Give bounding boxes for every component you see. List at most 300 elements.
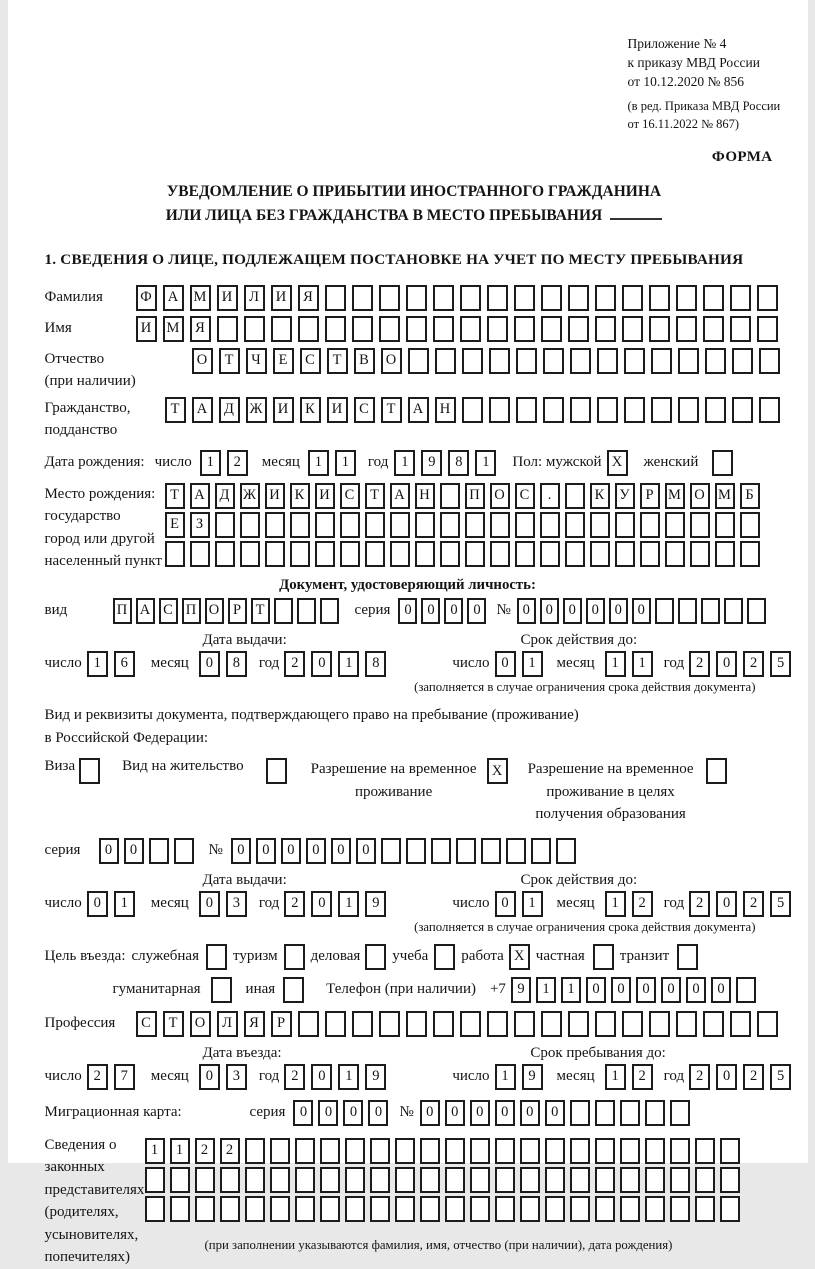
char-cell[interactable] [620,1138,640,1164]
char-cell[interactable] [495,1138,515,1164]
char-cell[interactable]: 1 [475,450,496,476]
char-cell[interactable] [370,1196,390,1222]
char-cell[interactable] [170,1167,190,1193]
char-cell[interactable]: О [490,483,510,509]
char-cell[interactable]: А [163,285,184,311]
char-cell[interactable] [595,316,616,342]
char-cell[interactable]: 0 [563,598,582,624]
char-cell[interactable]: О [381,348,402,374]
char-cell[interactable] [543,397,564,423]
char-cell[interactable]: 9 [365,1064,386,1090]
char-cell[interactable] [565,541,585,567]
char-cell[interactable] [365,541,385,567]
char-cell[interactable]: 1 [338,1064,359,1090]
char-cell[interactable] [720,1196,740,1222]
char-cell[interactable]: Л [244,285,265,311]
char-cell[interactable]: А [390,483,410,509]
char-cell[interactable] [220,1196,240,1222]
char-cell[interactable] [678,348,699,374]
char-cell[interactable]: 0 [467,598,486,624]
char-cell[interactable] [217,316,238,342]
char-cell[interactable]: 3 [226,891,247,917]
char-cell[interactable]: 0 [636,977,656,1003]
char-cell[interactable] [732,397,753,423]
char-cell[interactable] [565,483,585,509]
char-cell[interactable] [597,348,618,374]
char-cell[interactable] [595,1138,615,1164]
char-cell[interactable] [195,1167,215,1193]
char-cell[interactable]: 8 [448,450,469,476]
char-cell[interactable] [670,1167,690,1193]
char-cell[interactable]: Ж [240,483,260,509]
char-cell[interactable]: 1 [536,977,556,1003]
char-cell[interactable]: 2 [284,651,305,677]
char-cell[interactable] [445,1196,465,1222]
char-cell[interactable]: Т [381,397,402,423]
char-cell[interactable]: И [327,397,348,423]
char-cell[interactable] [590,512,610,538]
char-cell[interactable] [365,944,386,970]
char-cell[interactable]: 0 [306,838,326,864]
char-cell[interactable]: 2 [227,450,248,476]
char-cell[interactable] [390,541,410,567]
char-cell[interactable] [325,316,346,342]
char-cell[interactable] [489,397,510,423]
char-cell[interactable] [640,512,660,538]
char-cell[interactable]: 0 [87,891,108,917]
char-cell[interactable]: Р [271,1011,292,1037]
char-cell[interactable]: К [290,483,310,509]
char-cell[interactable] [490,512,510,538]
char-cell[interactable] [615,541,635,567]
char-cell[interactable]: 1 [114,891,135,917]
char-cell[interactable]: Я [190,316,211,342]
char-cell[interactable] [649,316,670,342]
char-cell[interactable] [676,316,697,342]
char-cell[interactable] [445,1138,465,1164]
char-cell[interactable]: Р [640,483,660,509]
char-cell[interactable] [520,1167,540,1193]
char-cell[interactable]: Р [228,598,247,624]
char-cell[interactable] [390,512,410,538]
char-cell[interactable] [490,541,510,567]
char-cell[interactable] [352,285,373,311]
char-cell[interactable] [284,944,305,970]
char-cell[interactable]: 0 [495,891,516,917]
char-cell[interactable] [370,1138,390,1164]
char-cell[interactable]: П [182,598,201,624]
char-cell[interactable]: 0 [398,598,417,624]
char-cell[interactable]: 2 [284,891,305,917]
char-cell[interactable] [712,450,733,476]
char-cell[interactable]: 0 [716,891,737,917]
char-cell[interactable]: 1 [522,891,543,917]
char-cell[interactable]: И [273,397,294,423]
char-cell[interactable]: 7 [114,1064,135,1090]
char-cell[interactable] [665,512,685,538]
char-cell[interactable] [570,397,591,423]
char-cell[interactable] [705,348,726,374]
char-cell[interactable] [556,838,576,864]
char-cell[interactable] [520,1196,540,1222]
char-cell[interactable] [320,598,339,624]
char-cell[interactable] [705,397,726,423]
char-cell[interactable]: 2 [284,1064,305,1090]
char-cell[interactable] [315,512,335,538]
char-cell[interactable] [715,512,735,538]
char-cell[interactable] [79,758,100,784]
char-cell[interactable]: Т [365,483,385,509]
char-cell[interactable] [379,285,400,311]
char-cell[interactable]: 6 [114,651,135,677]
char-cell[interactable]: 0 [661,977,681,1003]
char-cell[interactable] [514,316,535,342]
char-cell[interactable] [340,512,360,538]
char-cell[interactable] [514,285,535,311]
char-cell[interactable] [265,512,285,538]
char-cell[interactable]: 0 [495,1100,515,1126]
char-cell[interactable] [456,838,476,864]
char-cell[interactable]: 0 [540,598,559,624]
char-cell[interactable]: 0 [293,1100,313,1126]
char-cell[interactable]: 0 [520,1100,540,1126]
char-cell[interactable] [640,541,660,567]
char-cell[interactable] [645,1167,665,1193]
char-cell[interactable]: Б [740,483,760,509]
char-cell[interactable] [170,1196,190,1222]
char-cell[interactable] [543,348,564,374]
char-cell[interactable]: 5 [770,651,791,677]
char-cell[interactable]: 0 [716,651,737,677]
char-cell[interactable]: 0 [281,838,301,864]
char-cell[interactable] [540,512,560,538]
char-cell[interactable] [622,1011,643,1037]
char-cell[interactable] [406,838,426,864]
char-cell[interactable] [211,977,232,1003]
char-cell[interactable] [283,977,304,1003]
char-cell[interactable]: 0 [199,651,220,677]
char-cell[interactable] [165,541,185,567]
char-cell[interactable]: 1 [335,450,356,476]
char-cell[interactable] [665,541,685,567]
char-cell[interactable]: 0 [356,838,376,864]
char-cell[interactable]: 0 [420,1100,440,1126]
char-cell[interactable] [415,512,435,538]
char-cell[interactable]: У [615,483,635,509]
char-cell[interactable] [545,1167,565,1193]
char-cell[interactable] [670,1100,690,1126]
char-cell[interactable] [506,838,526,864]
char-cell[interactable]: 1 [605,891,626,917]
char-cell[interactable] [149,838,169,864]
char-cell[interactable]: Ж [246,397,267,423]
char-cell[interactable] [695,1196,715,1222]
char-cell[interactable]: О [190,1011,211,1037]
char-cell[interactable]: О [205,598,224,624]
char-cell[interactable]: 0 [311,651,332,677]
char-cell[interactable]: 0 [711,977,731,1003]
char-cell[interactable]: Л [217,1011,238,1037]
char-cell[interactable] [462,397,483,423]
char-cell[interactable]: 0 [495,651,516,677]
char-cell[interactable]: X [509,944,530,970]
char-cell[interactable]: X [607,450,628,476]
char-cell[interactable] [620,1167,640,1193]
char-cell[interactable] [720,1167,740,1193]
char-cell[interactable] [703,285,724,311]
char-cell[interactable] [465,541,485,567]
char-cell[interactable]: 1 [170,1138,190,1164]
char-cell[interactable] [730,1011,751,1037]
char-cell[interactable]: 0 [311,1064,332,1090]
char-cell[interactable] [624,348,645,374]
char-cell[interactable] [495,1167,515,1193]
char-cell[interactable] [244,316,265,342]
char-cell[interactable] [345,1167,365,1193]
char-cell[interactable]: 2 [195,1138,215,1164]
char-cell[interactable]: М [715,483,735,509]
char-cell[interactable] [320,1167,340,1193]
char-cell[interactable]: Т [165,397,186,423]
char-cell[interactable]: Т [219,348,240,374]
char-cell[interactable]: 0 [318,1100,338,1126]
char-cell[interactable] [462,348,483,374]
char-cell[interactable] [595,1167,615,1193]
char-cell[interactable]: 9 [522,1064,543,1090]
char-cell[interactable] [345,1196,365,1222]
char-cell[interactable]: А [192,397,213,423]
char-cell[interactable] [487,285,508,311]
char-cell[interactable]: Н [415,483,435,509]
char-cell[interactable]: 0 [124,838,144,864]
char-cell[interactable]: 0 [368,1100,388,1126]
char-cell[interactable] [706,758,727,784]
char-cell[interactable] [568,316,589,342]
char-cell[interactable] [433,316,454,342]
char-cell[interactable]: 0 [632,598,651,624]
char-cell[interactable]: 9 [421,450,442,476]
char-cell[interactable]: 1 [394,450,415,476]
char-cell[interactable] [649,1011,670,1037]
char-cell[interactable]: Т [163,1011,184,1037]
char-cell[interactable]: 0 [343,1100,363,1126]
char-cell[interactable]: 8 [226,651,247,677]
char-cell[interactable] [320,1138,340,1164]
char-cell[interactable]: 0 [199,891,220,917]
char-cell[interactable] [570,1167,590,1193]
char-cell[interactable]: 1 [87,651,108,677]
char-cell[interactable] [245,1196,265,1222]
char-cell[interactable]: 0 [311,891,332,917]
char-cell[interactable] [651,348,672,374]
char-cell[interactable] [370,1167,390,1193]
char-cell[interactable]: И [217,285,238,311]
char-cell[interactable] [747,598,766,624]
char-cell[interactable] [440,541,460,567]
char-cell[interactable]: С [300,348,321,374]
char-cell[interactable]: 5 [770,1064,791,1090]
char-cell[interactable] [541,285,562,311]
char-cell[interactable]: Т [165,483,185,509]
char-cell[interactable] [595,1196,615,1222]
char-cell[interactable] [690,541,710,567]
char-cell[interactable]: 1 [338,891,359,917]
char-cell[interactable] [460,285,481,311]
char-cell[interactable]: М [190,285,211,311]
char-cell[interactable]: 0 [445,1100,465,1126]
char-cell[interactable] [715,541,735,567]
char-cell[interactable]: 8 [365,651,386,677]
char-cell[interactable] [514,1011,535,1037]
char-cell[interactable] [297,598,316,624]
char-cell[interactable]: 2 [743,891,764,917]
char-cell[interactable] [470,1196,490,1222]
char-cell[interactable] [406,285,427,311]
char-cell[interactable] [645,1138,665,1164]
char-cell[interactable] [298,1011,319,1037]
char-cell[interactable] [757,1011,778,1037]
char-cell[interactable] [271,316,292,342]
char-cell[interactable] [290,541,310,567]
char-cell[interactable] [395,1196,415,1222]
char-cell[interactable] [595,285,616,311]
char-cell[interactable] [570,1138,590,1164]
char-cell[interactable]: С [340,483,360,509]
char-cell[interactable]: Т [327,348,348,374]
char-cell[interactable] [736,977,756,1003]
char-cell[interactable]: 0 [686,977,706,1003]
char-cell[interactable] [460,316,481,342]
char-cell[interactable]: О [192,348,213,374]
char-cell[interactable] [320,1196,340,1222]
char-cell[interactable] [420,1196,440,1222]
char-cell[interactable] [759,397,780,423]
char-cell[interactable] [395,1138,415,1164]
char-cell[interactable] [435,348,456,374]
char-cell[interactable]: 0 [331,838,351,864]
char-cell[interactable]: 2 [87,1064,108,1090]
char-cell[interactable] [433,1011,454,1037]
char-cell[interactable]: . [540,483,560,509]
char-cell[interactable] [624,397,645,423]
char-cell[interactable] [270,1196,290,1222]
char-cell[interactable] [676,1011,697,1037]
char-cell[interactable]: А [190,483,210,509]
char-cell[interactable] [759,348,780,374]
char-cell[interactable] [379,1011,400,1037]
char-cell[interactable] [265,541,285,567]
char-cell[interactable]: 0 [199,1064,220,1090]
char-cell[interactable]: Т [251,598,270,624]
char-cell[interactable] [695,1138,715,1164]
char-cell[interactable] [670,1196,690,1222]
char-cell[interactable]: Ф [136,285,157,311]
char-cell[interactable] [655,598,674,624]
char-cell[interactable] [270,1167,290,1193]
char-cell[interactable] [420,1167,440,1193]
char-cell[interactable] [481,838,501,864]
char-cell[interactable]: 0 [716,1064,737,1090]
char-cell[interactable] [541,1011,562,1037]
char-cell[interactable] [325,285,346,311]
char-cell[interactable] [570,1196,590,1222]
char-cell[interactable] [266,758,287,784]
char-cell[interactable] [379,316,400,342]
char-cell[interactable] [676,285,697,311]
char-cell[interactable]: 1 [338,651,359,677]
char-cell[interactable] [295,1138,315,1164]
char-cell[interactable]: 2 [689,651,710,677]
char-cell[interactable]: К [590,483,610,509]
char-cell[interactable] [545,1196,565,1222]
char-cell[interactable]: 2 [689,1064,710,1090]
char-cell[interactable] [315,541,335,567]
char-cell[interactable] [445,1167,465,1193]
char-cell[interactable]: 1 [632,651,653,677]
char-cell[interactable] [568,285,589,311]
char-cell[interactable] [757,316,778,342]
char-cell[interactable]: 1 [200,450,221,476]
char-cell[interactable] [703,1011,724,1037]
char-cell[interactable]: 5 [770,891,791,917]
char-cell[interactable] [568,1011,589,1037]
char-cell[interactable]: 1 [308,450,329,476]
char-cell[interactable]: Е [165,512,185,538]
char-cell[interactable] [295,1167,315,1193]
char-cell[interactable]: 3 [226,1064,247,1090]
char-cell[interactable] [701,598,720,624]
char-cell[interactable]: 9 [511,977,531,1003]
char-cell[interactable] [352,1011,373,1037]
char-cell[interactable]: Я [298,285,319,311]
char-cell[interactable]: З [190,512,210,538]
char-cell[interactable] [677,944,698,970]
char-cell[interactable] [516,348,537,374]
char-cell[interactable] [570,348,591,374]
char-cell[interactable] [732,348,753,374]
char-cell[interactable]: И [271,285,292,311]
char-cell[interactable] [460,1011,481,1037]
char-cell[interactable]: И [315,483,335,509]
char-cell[interactable]: Ч [246,348,267,374]
char-cell[interactable] [545,1138,565,1164]
char-cell[interactable] [434,944,455,970]
char-cell[interactable]: 2 [632,1064,653,1090]
char-cell[interactable]: И [136,316,157,342]
char-cell[interactable] [541,316,562,342]
char-cell[interactable] [757,285,778,311]
char-cell[interactable] [340,541,360,567]
char-cell[interactable] [487,316,508,342]
char-cell[interactable] [174,838,194,864]
char-cell[interactable] [190,541,210,567]
char-cell[interactable]: Н [435,397,456,423]
char-cell[interactable] [470,1167,490,1193]
char-cell[interactable]: 0 [444,598,463,624]
char-cell[interactable] [703,316,724,342]
char-cell[interactable] [615,512,635,538]
char-cell[interactable]: 2 [743,651,764,677]
char-cell[interactable]: 2 [743,1064,764,1090]
char-cell[interactable] [470,1138,490,1164]
char-cell[interactable] [345,1138,365,1164]
char-cell[interactable]: 1 [605,1064,626,1090]
char-cell[interactable] [515,512,535,538]
char-cell[interactable]: С [136,1011,157,1037]
char-cell[interactable] [381,838,401,864]
char-cell[interactable]: С [354,397,375,423]
char-cell[interactable]: 0 [545,1100,565,1126]
